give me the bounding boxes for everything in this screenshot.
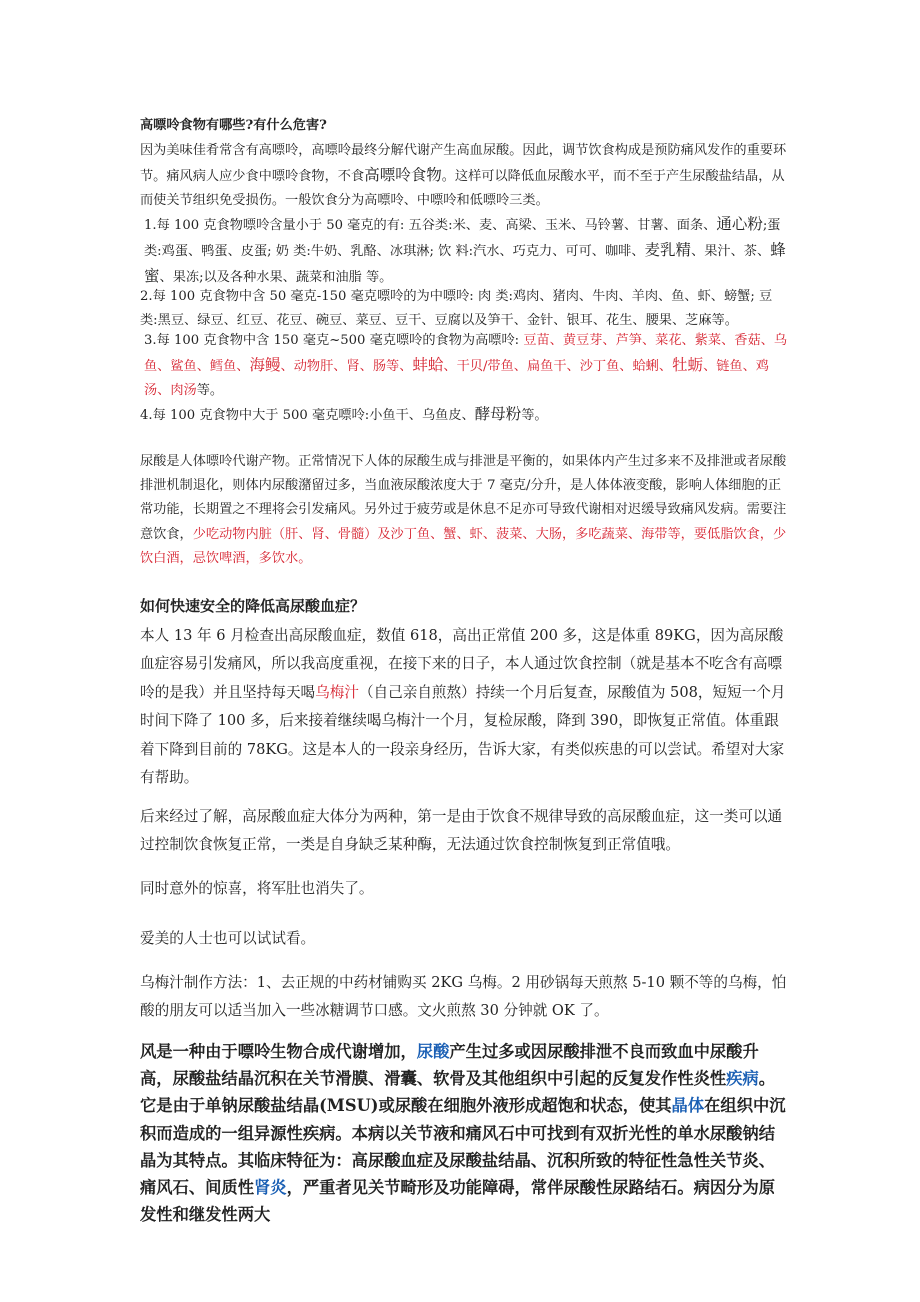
uric-acid-paragraph: 尿酸是人体嘌呤代谢产物。正常情况下人体的尿酸生成与排泄是平衡的，如果体内产生过多来不及排泄或者尿酸排泄机制退化，则体内尿酸潴留过多，当血液尿酸浓度大于 7 毫克/分升，是人体体液变酸，影响人体细胞的正常功能，长期置之不理将会引发痛风。另外过于疲劳或是休息不足亦可导致代谢相对迟缓导致痛风发病。需要注意饮食，少吃动物内脏（肝、肾、骨髓）及沙丁鱼、蟹、虾、菠菜、大肠，多吃蔬菜、海带等，要低脂饮食，少饮白酒，忌饮啤酒，多饮水。 <box>140 454 787 566</box>
link-uric-acid[interactable]: 尿酸 <box>416 1042 450 1061</box>
link-disease[interactable]: 疾病 <box>726 1069 759 1089</box>
recipe-paragraph: 乌梅汁制作方法：1、去正规的中药材铺购买 2KG 乌梅。2 用砂锅每天煎熬 5-10 颗不等的乌梅，怕酸的朋友可以适当加入一些冰糖调节口感。文火煎熬 30 分钟就 OK 了。 <box>140 974 787 1020</box>
types-paragraph: 后来经过了解，高尿酸血症大体分为两种，第一是由于饮食不规律导致的高尿酸血症，这一类可以通过控制饮食恢复正常，一类是自身缺乏某种酶，无法通过饮食控制恢复到正常值哦。 <box>140 808 783 854</box>
purine-item-2: 2.每 100 克食物中含 50 毫克-150 毫克嘌呤的为中嘌呤: 肉 类:鸡肉、猪肉、牛肉、羊肉、鱼、虾、螃蟹; 豆 类:黑豆、绿豆、红豆、花豆、碗豆、菜豆、豆干、豆腐以及笋干、金针、银耳、花生、腰果、芝麻等。 <box>140 289 773 329</box>
link-crystal[interactable]: 晶体 <box>671 1096 705 1116</box>
surprise-paragraph: 同时意外的惊喜，将军肚也消失了。 <box>140 880 374 897</box>
experience-paragraph: 本人 13 年 6 月检查出高尿酸血症，数值 618，高出正常值 200 多，这是体重 89KG，因为高尿酸血症容易引发痛风，所以我高度重视，在接下来的日子，本人通过饮食控制（就是基本不吃含有高嘌呤的是我）并且坚持每天喝乌梅汁（自己亲自煎熬）持续一个月后复查，尿酸值为 508，短短一个月时间下降了 100 多，后来接着继续喝乌梅汁一个月，复检尿酸，降到 390，即恢复正常值。体重跟着下降到目前的 78KG。这是本人的一段亲身经历，告诉大家，有类似疾患的可以尝试。希望对大家有帮助。 <box>140 627 786 787</box>
purine-item-1: 1.每 100 克食物嘌呤含量小于 50 毫克的有: 五谷类:米、麦、高梁、玉米、马铃薯、甘薯、面条、通心粉;蛋 类:鸡蛋、鸭蛋、皮蛋; 奶 类:牛奶、乳酪、冰琪淋; 饮 料:汽水、巧克力、可可、咖啡、麦乳精、果汁、茶、蜂蜜、果冻;以及各种水果、蔬菜和油脂 等。 <box>144 215 786 286</box>
beauty-paragraph: 爱美的人士也可以试试看。 <box>140 930 316 947</box>
section2-title: 如何快速安全的降低高尿酸血症？ <box>140 597 366 615</box>
section1-title: 高嘌呤食物有哪些?有什么危害? <box>140 118 327 133</box>
link-nephritis[interactable]: 肾炎 <box>253 1178 287 1198</box>
purine-item-4: 4.每 100 克食物中大于 500 毫克嘌呤:小鱼干、乌鱼皮、酵母粉等。 <box>140 405 548 423</box>
gout-definition-paragraph: 风是一种由于嘌呤生物合成代谢增加，尿酸产生过多或因尿酸排泄不良而致血中尿酸升高，尿酸盐结晶沉积在关节滑膜、滑囊、软骨及其他组织中引起的反复发作性炎性疾病。它是由于单钠尿酸盐结晶(MSU)或尿酸在细胞外液形成超饱和状态，使其晶体在组织中沉积而造成的一组异源性疾病。本病以关节液和痛风石中可找到有双折光性的单水尿酸钠结晶为其特点。其临床特征为：高尿酸血症及尿酸盐结晶、沉积所致的特征性急性关节炎、痛风石、间质性肾炎，严重者见关节畸形及功能障碍，常伴尿酸性尿路结石。病因分为原发性和继发性两大 <box>140 1042 786 1225</box>
section1-intro: 因为美味佳肴常含有高嘌呤，高嘌呤最终分解代谢产生高血尿酸。因此，调节饮食构成是预防痛风发作的重要环节。痛风病人应少食中嘌呤食物，不食高嘌呤食物。这样可以降低血尿酸水平，而不至于产生尿酸盐结晶，从而使关节组织免受损伤。一般饮食分为高嘌呤、中嘌呤和低嘌呤三类。 <box>140 143 787 209</box>
purine-item-3: 3.每 100 克食物中含 150 毫克~500 毫克嘌呤的食物为高嘌呤: 豆苗、黄豆芽、芦笋、菜花、紫菜、香菇、乌鱼、鲨鱼、鳕鱼、海鳗、动物肝、肾、肠等、蚌蛤、干贝/带鱼、扁鱼干、沙丁鱼、蛤蜊、牡蛎、链鱼、鸡汤、肉汤等。 <box>144 333 788 399</box>
